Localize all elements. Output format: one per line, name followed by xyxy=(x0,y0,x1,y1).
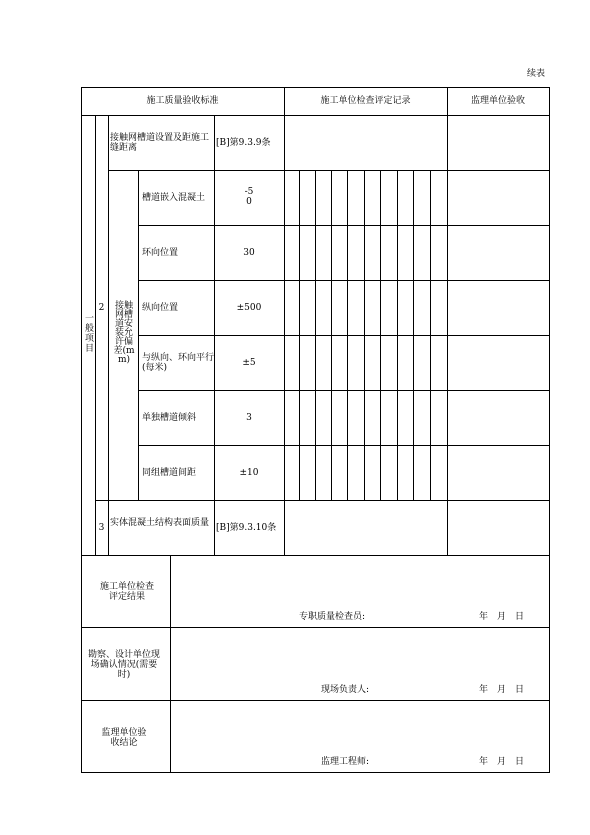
table-border-right xyxy=(549,87,550,772)
footer-section2-title: 勘察、设计单位现场确认情况(需要时) xyxy=(88,650,161,680)
col-divider xyxy=(447,87,448,555)
category-label: 一般项目 xyxy=(83,313,93,353)
header-supervision: 监理单位验收 xyxy=(470,96,525,106)
subitem-value: 3 xyxy=(246,413,252,423)
row1-item: 接触网槽道设置及距施工缝距离 xyxy=(110,133,210,153)
row-divider xyxy=(138,390,550,391)
table-border-top xyxy=(81,87,550,88)
row-divider xyxy=(138,225,550,226)
header-standard: 施工质量验收标准 xyxy=(146,96,219,106)
subitem-value: ±500 xyxy=(236,303,262,313)
footer-section3-title: 监理单位验收结论 xyxy=(101,728,147,748)
row3-standard: [B]第9.3.10条 xyxy=(216,523,277,533)
subitem-name: 槽道嵌入混凝土 xyxy=(142,193,206,203)
col-divider xyxy=(95,115,96,555)
subitem-value: 30 xyxy=(243,248,255,258)
footer-section3-signer: 监理工程师: xyxy=(321,757,370,767)
row3-item: 实体混凝土结构表面质量 xyxy=(110,518,210,528)
section-divider xyxy=(81,700,550,701)
row-divider xyxy=(108,170,550,171)
footer-col-divider xyxy=(170,555,171,772)
col-divider xyxy=(138,170,139,500)
col-divider xyxy=(108,115,109,555)
row-divider xyxy=(138,335,550,336)
footer-section2-signer: 现场负责人: xyxy=(321,685,370,695)
subitem-name: 单独槽道倾斜 xyxy=(142,413,197,423)
check-cell-line xyxy=(380,170,381,500)
subitem-value: -5 0 xyxy=(244,187,254,207)
section-divider xyxy=(81,555,550,556)
subitem-name: 环向位置 xyxy=(142,248,179,258)
col-divider xyxy=(284,87,285,555)
check-cell-line xyxy=(331,170,332,500)
group2-number: 2 xyxy=(98,303,105,313)
col-divider xyxy=(214,115,215,555)
check-cell-line xyxy=(413,170,414,500)
table-border-bottom xyxy=(81,772,550,773)
table-border-left xyxy=(81,87,82,772)
check-cell-line xyxy=(299,170,300,500)
subitem-value: ±5 xyxy=(242,358,256,368)
continued-label: 续表 xyxy=(527,69,546,79)
check-cell-line xyxy=(430,170,431,500)
footer-section1-signer: 专职质量检查员: xyxy=(299,612,366,622)
subitem-name: 与纵向、环向平行(每米) xyxy=(142,353,215,373)
subitem-name: 纵向位置 xyxy=(142,303,179,313)
check-cell-line xyxy=(397,170,398,500)
subitem-value: ±10 xyxy=(239,468,259,478)
check-cell-line xyxy=(347,170,348,500)
row-divider xyxy=(138,445,550,446)
header-divider xyxy=(81,115,550,116)
subitem-name: 同组槽道间距 xyxy=(142,468,197,478)
section-divider xyxy=(81,627,550,628)
row-divider xyxy=(138,280,550,281)
row-divider xyxy=(95,500,550,501)
footer-section1-date: 年 月 日 xyxy=(479,612,525,622)
header-record: 施工单位检查评定记录 xyxy=(320,96,411,106)
row1-standard: [B]第9.3.9条 xyxy=(216,138,271,148)
check-cell-line xyxy=(364,170,365,500)
footer-section1-title: 施工单位检查评定结果 xyxy=(99,582,154,602)
row3-number: 3 xyxy=(98,523,105,533)
group2-label: 接触网槽道安装允许偏差(mm) xyxy=(113,301,135,365)
footer-section2-date: 年 月 日 xyxy=(479,685,525,695)
footer-section3-date: 年 月 日 xyxy=(479,757,525,767)
check-cell-line xyxy=(315,170,316,500)
